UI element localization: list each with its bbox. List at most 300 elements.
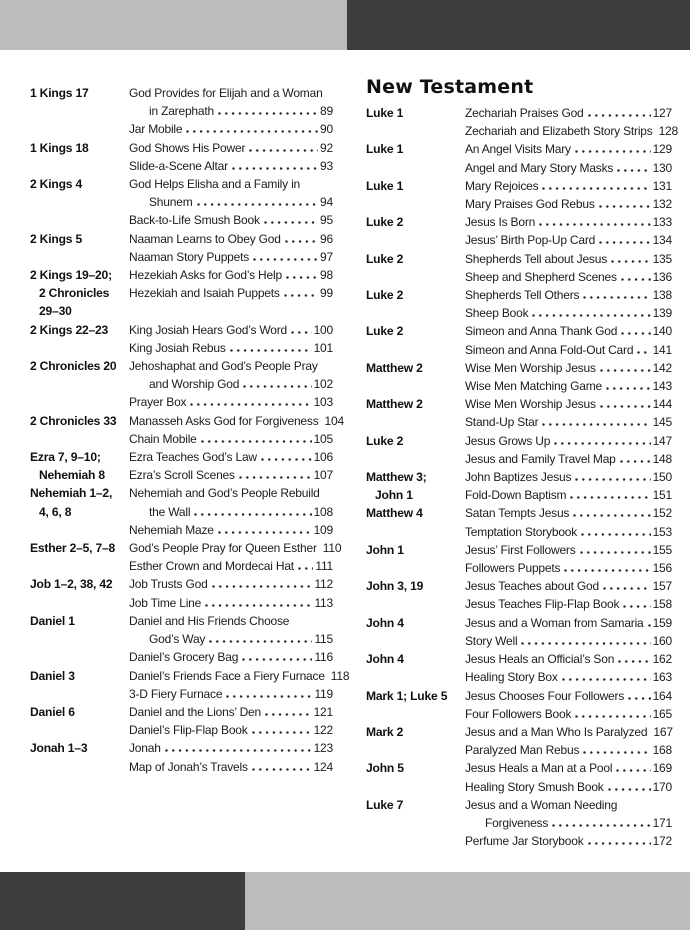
page-number: 104 bbox=[324, 413, 344, 428]
toc-entry-line bbox=[465, 122, 678, 140]
toc-entry-line bbox=[465, 614, 672, 632]
scripture-ref-cell bbox=[30, 266, 129, 321]
toc-entry-line bbox=[129, 557, 333, 575]
scripture-ref: Nehemiah 8 bbox=[39, 468, 105, 483]
page-number: 103 bbox=[313, 395, 333, 410]
scripture-ref: 2 Kings 19–20; bbox=[30, 268, 112, 283]
toc-row bbox=[30, 575, 333, 611]
toc-entries bbox=[129, 266, 333, 302]
page-number: 143 bbox=[652, 379, 672, 394]
toc-entries bbox=[465, 140, 672, 176]
toc-entry-line bbox=[129, 739, 333, 757]
dot-leader bbox=[521, 642, 650, 645]
toc-entry-line bbox=[465, 359, 672, 377]
page-number: 163 bbox=[652, 670, 672, 685]
scripture-ref-cell bbox=[30, 175, 129, 193]
page-number: 136 bbox=[652, 269, 672, 284]
scripture-ref-cell bbox=[366, 687, 465, 705]
new-testament-heading: New Testament bbox=[366, 76, 534, 98]
toc-row bbox=[30, 266, 333, 321]
scripture-ref-cell bbox=[30, 84, 129, 102]
toc-entry-line bbox=[129, 703, 333, 721]
toc-row bbox=[366, 577, 672, 613]
dot-leader bbox=[620, 460, 651, 463]
page-number: 92 bbox=[320, 140, 333, 155]
scripture-ref: Matthew 4 bbox=[366, 506, 423, 521]
entry-title: the Wall bbox=[149, 504, 191, 519]
scripture-ref: Daniel 1 bbox=[30, 613, 75, 628]
toc-entries bbox=[465, 504, 672, 540]
scripture-ref-cell bbox=[366, 104, 465, 122]
dot-leader bbox=[621, 278, 651, 281]
toc-entry-line bbox=[465, 741, 672, 759]
entry-title: Daniel’s Friends Face a Fiery Furnace bbox=[129, 668, 325, 683]
toc-entries bbox=[465, 432, 672, 468]
dot-leader bbox=[242, 658, 312, 661]
scripture-ref-cell bbox=[366, 541, 465, 559]
toc-row bbox=[30, 484, 333, 539]
scripture-ref: Esther 2–5, 7–8 bbox=[30, 541, 116, 556]
toc-entry-line bbox=[465, 140, 672, 158]
toc-entry-line bbox=[465, 213, 672, 231]
toc-entry-line bbox=[129, 430, 333, 448]
dot-leader bbox=[252, 768, 312, 771]
dot-leader bbox=[190, 403, 311, 406]
page-number: 133 bbox=[652, 215, 672, 230]
entry-title: Zechariah and Elizabeth Story Strips bbox=[465, 124, 653, 139]
scripture-ref: Jonah 1–3 bbox=[30, 741, 88, 756]
entry-title: in Zarephath bbox=[149, 104, 214, 119]
entry-title: Hezekiah and Isaiah Puppets bbox=[129, 286, 280, 301]
toc-row bbox=[366, 104, 678, 140]
entry-title: Hezekiah Asks for God’s Help bbox=[129, 268, 282, 283]
toc-row bbox=[366, 432, 672, 468]
entry-title: God’s Way bbox=[149, 632, 206, 647]
toc-entry-line bbox=[465, 595, 672, 613]
page-number: 110 bbox=[322, 541, 342, 556]
page-number: 113 bbox=[314, 595, 333, 610]
toc-entry-line bbox=[129, 321, 333, 339]
top-right-dark-block bbox=[347, 0, 690, 50]
entry-title: Wise Men Matching Game bbox=[465, 379, 602, 394]
dot-leader bbox=[218, 112, 318, 115]
toc-entry-line bbox=[465, 177, 672, 195]
toc-entry-line bbox=[129, 84, 333, 102]
scripture-ref: Luke 2 bbox=[366, 324, 404, 339]
toc-entry-line bbox=[129, 594, 333, 612]
entry-title: Esther Crown and Mordecai Hat bbox=[129, 559, 294, 574]
toc-entries bbox=[465, 614, 672, 650]
scripture-ref: Mark 1; Luke 5 bbox=[366, 688, 448, 703]
toc-row bbox=[30, 448, 333, 484]
page-number: 139 bbox=[652, 306, 672, 321]
toc-entry-line bbox=[129, 721, 333, 739]
toc-entry-line bbox=[129, 230, 333, 248]
page-number: 142 bbox=[652, 360, 672, 375]
entry-title: Four Followers Book bbox=[465, 706, 572, 721]
toc-entries bbox=[129, 739, 333, 775]
toc-entry-line bbox=[129, 211, 333, 229]
toc-entry-line bbox=[129, 758, 333, 776]
page-number: 102 bbox=[313, 377, 333, 392]
toc-entries bbox=[465, 395, 672, 431]
toc-entry-line bbox=[129, 612, 333, 630]
scripture-ref: 2 Kings 5 bbox=[30, 231, 82, 246]
toc-entry-line bbox=[465, 395, 672, 413]
toc-row bbox=[366, 723, 672, 759]
scripture-ref-cell bbox=[30, 357, 129, 375]
dot-leader bbox=[581, 533, 651, 536]
toc-entry-line bbox=[129, 357, 333, 375]
entry-title: Shepherds Tell Others bbox=[465, 288, 580, 303]
dot-leader bbox=[542, 187, 650, 190]
toc-row bbox=[30, 739, 333, 775]
scripture-ref: Mark 2 bbox=[366, 724, 404, 739]
dot-leader bbox=[588, 114, 651, 117]
scripture-ref-cell bbox=[366, 432, 465, 450]
toc-entry-line bbox=[465, 832, 672, 850]
scripture-ref: Job 1–2, 38, 42 bbox=[30, 577, 113, 592]
toc-row bbox=[366, 140, 672, 176]
page-number: 134 bbox=[652, 233, 672, 248]
page-number: 171 bbox=[652, 815, 672, 830]
toc-entry-line bbox=[465, 195, 672, 213]
scripture-ref-cell bbox=[366, 395, 465, 413]
page-number: 132 bbox=[652, 197, 672, 212]
page-number: 159 bbox=[652, 615, 672, 630]
entry-title: Nehemiah and God’s People Rebuild bbox=[129, 486, 320, 501]
page-number: 89 bbox=[320, 104, 333, 119]
toc-entries bbox=[129, 612, 333, 667]
dot-leader bbox=[575, 150, 651, 153]
dot-leader bbox=[552, 824, 650, 827]
toc-entries bbox=[129, 539, 342, 575]
scripture-ref: 2 Chronicles 33 bbox=[30, 413, 117, 428]
toc-entry-line bbox=[465, 523, 672, 541]
dot-leader bbox=[261, 458, 312, 461]
toc-entries bbox=[465, 213, 672, 249]
entry-title: Daniel and the Lions’ Den bbox=[129, 704, 261, 719]
page-number: 144 bbox=[652, 397, 672, 412]
page-number: 158 bbox=[652, 597, 672, 612]
scripture-ref: Ezra 7, 9–10; bbox=[30, 450, 101, 465]
toc-entry-line bbox=[465, 577, 672, 595]
toc-entries bbox=[129, 484, 333, 539]
entry-title: Angel and Mary Story Masks bbox=[465, 160, 614, 175]
scripture-ref: Daniel 3 bbox=[30, 668, 75, 683]
entry-title: Jesus Chooses Four Followers bbox=[465, 688, 625, 703]
page-number: 116 bbox=[314, 650, 333, 665]
scripture-ref: John 1 bbox=[375, 488, 413, 503]
dot-leader bbox=[617, 169, 650, 172]
dot-leader bbox=[186, 130, 318, 133]
entry-title: Forgiveness bbox=[485, 815, 549, 830]
page-number: 106 bbox=[313, 450, 333, 465]
entry-title: Simeon and Anna Thank God bbox=[465, 324, 618, 339]
entry-title: Temptation Storybook bbox=[465, 524, 578, 539]
toc-entries bbox=[129, 575, 333, 611]
toc-entry-line bbox=[465, 650, 672, 668]
scripture-ref-cell bbox=[30, 703, 129, 721]
toc-entry-line bbox=[465, 486, 672, 504]
toc-entry-line bbox=[465, 504, 672, 522]
entry-title: God Helps Elisha and a Family in bbox=[129, 177, 301, 192]
toc-row bbox=[366, 286, 672, 322]
entry-title: Slide-a-Scene Altar bbox=[129, 158, 228, 173]
scripture-ref-cell bbox=[30, 230, 129, 248]
page-number: 108 bbox=[313, 504, 333, 519]
toc-entry-line bbox=[129, 102, 333, 120]
page-number: 148 bbox=[652, 451, 672, 466]
scripture-ref-cell bbox=[30, 412, 129, 430]
toc-row bbox=[30, 539, 342, 575]
entry-title: Jesus Is Born bbox=[465, 215, 536, 230]
toc-row bbox=[30, 703, 333, 739]
scripture-ref: 1 Kings 17 bbox=[30, 86, 89, 100]
dot-leader bbox=[583, 751, 650, 754]
entry-title: King Josiah Hears God’s Word bbox=[129, 322, 288, 337]
dot-leader bbox=[532, 314, 650, 317]
page-number: 155 bbox=[652, 542, 672, 557]
entry-title: Wise Men Worship Jesus bbox=[465, 397, 596, 412]
page-number: 95 bbox=[320, 213, 333, 228]
dot-leader bbox=[599, 241, 650, 244]
dot-leader bbox=[575, 715, 650, 718]
toc-entries bbox=[465, 723, 672, 759]
toc-entry-line bbox=[465, 723, 672, 741]
toc-entry-line bbox=[465, 468, 672, 486]
dot-leader bbox=[606, 387, 651, 390]
toc-row bbox=[30, 667, 350, 703]
entry-title: Mary Rejoices bbox=[465, 178, 539, 193]
dot-leader bbox=[600, 405, 651, 408]
toc-row bbox=[366, 468, 672, 504]
page-number: 93 bbox=[320, 158, 333, 173]
scripture-ref: Luke 1 bbox=[366, 106, 404, 120]
page-number: 90 bbox=[320, 122, 333, 137]
scripture-ref: Matthew 3; bbox=[366, 470, 427, 485]
scripture-ref: Luke 2 bbox=[366, 215, 404, 230]
toc-row bbox=[30, 612, 333, 667]
page-number: 135 bbox=[652, 251, 672, 266]
dot-leader bbox=[600, 369, 651, 372]
toc-row bbox=[30, 139, 333, 175]
entry-title: Jehoshaphat and God’s People Pray bbox=[129, 359, 318, 374]
entry-title: Jesus and a Man Who Is Paralyzed bbox=[465, 724, 648, 739]
scripture-ref: Matthew 2 bbox=[366, 360, 423, 375]
toc-entries bbox=[465, 250, 672, 286]
toc-entries bbox=[129, 357, 333, 412]
scripture-ref: 2 Chronicles bbox=[39, 286, 110, 301]
page-number: 115 bbox=[314, 632, 333, 647]
toc-entry-line bbox=[465, 104, 672, 122]
toc-entry-line bbox=[465, 668, 672, 686]
scripture-ref: 2 Kings 22–23 bbox=[30, 322, 109, 337]
entry-title: John Baptizes Jesus bbox=[465, 470, 572, 485]
toc-entry-line bbox=[129, 248, 333, 266]
entry-title: Prayer Box bbox=[129, 395, 187, 410]
entry-title: Jonah bbox=[129, 741, 161, 756]
scripture-ref-cell bbox=[30, 739, 129, 757]
dot-leader bbox=[298, 567, 313, 570]
page-number: 123 bbox=[313, 741, 333, 756]
toc-entry-line bbox=[465, 687, 672, 705]
dot-leader bbox=[580, 551, 651, 554]
scripture-ref-cell bbox=[366, 577, 465, 595]
scripture-ref-cell bbox=[366, 322, 465, 340]
entry-title: Job Time Line bbox=[129, 595, 202, 610]
toc-entry-line bbox=[465, 450, 672, 468]
scripture-ref: Daniel 6 bbox=[30, 704, 75, 719]
dot-leader bbox=[621, 332, 650, 335]
top-left-gray-block bbox=[0, 0, 347, 50]
dot-leader bbox=[588, 842, 651, 845]
scripture-ref: Luke 1 bbox=[366, 178, 404, 193]
toc-entries bbox=[465, 359, 672, 395]
page-number: 101 bbox=[313, 340, 333, 355]
toc-row bbox=[366, 177, 672, 213]
toc-row bbox=[366, 614, 672, 650]
toc-entry-line bbox=[465, 159, 672, 177]
scripture-ref: 2 Kings 4 bbox=[30, 177, 82, 192]
toc-entry-line bbox=[129, 375, 333, 393]
toc-entries bbox=[465, 468, 672, 504]
toc-entries bbox=[465, 759, 672, 795]
page-number: 147 bbox=[652, 433, 672, 448]
page-number: 121 bbox=[313, 704, 333, 719]
scripture-ref: Nehemiah 1–2, bbox=[30, 486, 113, 501]
entry-title: Map of Jonah’s Travels bbox=[129, 759, 248, 774]
scripture-ref-cell bbox=[366, 504, 465, 522]
page-number: 169 bbox=[652, 761, 672, 776]
toc-row bbox=[366, 395, 672, 431]
scripture-ref: Matthew 2 bbox=[366, 397, 423, 412]
toc-entry-line bbox=[465, 814, 672, 832]
toc-entry-line bbox=[129, 685, 333, 703]
toc-entry-line bbox=[129, 193, 333, 211]
toc-entries bbox=[129, 412, 344, 448]
page-number: 97 bbox=[320, 249, 333, 264]
page-number: 124 bbox=[313, 759, 333, 774]
entry-title: Jar Mobile bbox=[129, 122, 183, 137]
toc-entry-line bbox=[465, 778, 672, 796]
scripture-ref-cell bbox=[366, 796, 465, 814]
entry-title: God Provides for Elijah and a Woman bbox=[129, 86, 323, 100]
scripture-ref: John 3, 19 bbox=[366, 579, 424, 594]
dot-leader bbox=[648, 624, 651, 627]
entry-title: Jesus Grows Up bbox=[465, 433, 551, 448]
dot-leader bbox=[212, 585, 313, 588]
entry-title: Jesus and Family Travel Map bbox=[465, 451, 616, 466]
dot-leader bbox=[201, 440, 312, 443]
page-number: 156 bbox=[652, 561, 672, 576]
page-number: 127 bbox=[652, 106, 672, 120]
scripture-ref-cell bbox=[30, 612, 129, 630]
page-number: 107 bbox=[313, 468, 333, 483]
dot-leader bbox=[209, 640, 312, 643]
toc-entry-line bbox=[129, 521, 333, 539]
dot-leader bbox=[226, 695, 312, 698]
entry-title: Chain Mobile bbox=[129, 431, 197, 446]
toc-entry-line bbox=[129, 175, 333, 193]
dot-leader bbox=[252, 731, 312, 734]
entry-title: Back-to-Life Smush Book bbox=[129, 213, 260, 228]
entry-title: Daniel’s Grocery Bag bbox=[129, 650, 239, 665]
toc-right-column bbox=[366, 76, 678, 850]
dot-leader bbox=[243, 385, 311, 388]
scripture-ref-cell bbox=[366, 723, 465, 741]
scripture-ref-cell bbox=[30, 575, 129, 593]
page-number: 168 bbox=[652, 743, 672, 758]
scripture-ref-cell bbox=[30, 539, 129, 557]
entry-title: Wise Men Worship Jesus bbox=[465, 360, 596, 375]
page-number: 109 bbox=[313, 522, 333, 537]
entry-title: Followers Puppets bbox=[465, 561, 561, 576]
toc-right-rows bbox=[366, 104, 678, 850]
entry-title: Sheep and Shepherd Scenes bbox=[465, 269, 617, 284]
page-number: 99 bbox=[320, 286, 333, 301]
entry-title: Daniel and His Friends Choose bbox=[129, 613, 290, 628]
toc-entry-line bbox=[129, 448, 333, 466]
page-number: 170 bbox=[652, 779, 672, 794]
scripture-ref: John 4 bbox=[366, 615, 404, 630]
toc-entries bbox=[465, 541, 672, 577]
toc-entries bbox=[129, 84, 333, 139]
page-number: 138 bbox=[652, 288, 672, 303]
page-number: 128 bbox=[658, 124, 678, 139]
entry-title: Jesus and a Woman Needing bbox=[465, 797, 618, 812]
bottom-left-dark-block bbox=[0, 872, 245, 930]
entry-title: An Angel Visits Mary bbox=[465, 142, 571, 157]
toc-entry-line bbox=[465, 759, 672, 777]
toc-entries bbox=[465, 177, 672, 213]
scripture-ref-cell bbox=[30, 667, 129, 685]
toc-entries bbox=[465, 577, 672, 613]
scripture-ref: 29–30 bbox=[39, 304, 72, 319]
entry-title: Jesus Heals an Official’s Son bbox=[465, 652, 615, 667]
entry-title: God Shows His Power bbox=[129, 140, 246, 155]
toc-row bbox=[366, 650, 672, 686]
toc-entry-line bbox=[129, 503, 333, 521]
page-number: 164 bbox=[652, 688, 672, 703]
dot-leader bbox=[554, 442, 650, 445]
scripture-ref-cell bbox=[366, 177, 465, 195]
toc-row bbox=[366, 213, 672, 249]
scripture-ref: John 1 bbox=[366, 542, 404, 557]
dot-leader bbox=[564, 569, 650, 572]
scripture-ref-cell bbox=[366, 614, 465, 632]
toc-entries bbox=[129, 230, 333, 266]
entry-title: Healing Story Box bbox=[465, 670, 558, 685]
toc-entry-line bbox=[465, 286, 672, 304]
toc-row bbox=[366, 250, 672, 286]
toc-left-column bbox=[30, 84, 350, 776]
toc-entry-line bbox=[129, 648, 333, 666]
toc-entry-line bbox=[465, 796, 672, 814]
entry-title: Manasseh Asks God for Forgiveness bbox=[129, 413, 319, 428]
scripture-ref: Luke 1 bbox=[366, 142, 404, 157]
toc-entries bbox=[129, 448, 333, 484]
scripture-ref-cell bbox=[30, 484, 129, 520]
dot-leader bbox=[285, 240, 318, 243]
entry-title: King Josiah Rebus bbox=[129, 340, 226, 355]
dot-leader bbox=[623, 605, 650, 608]
toc-entry-line bbox=[129, 284, 333, 302]
toc-entry-line bbox=[129, 393, 333, 411]
page-number: 111 bbox=[315, 559, 333, 574]
bottom-right-gray-block bbox=[245, 872, 690, 930]
dot-leader bbox=[284, 294, 318, 297]
